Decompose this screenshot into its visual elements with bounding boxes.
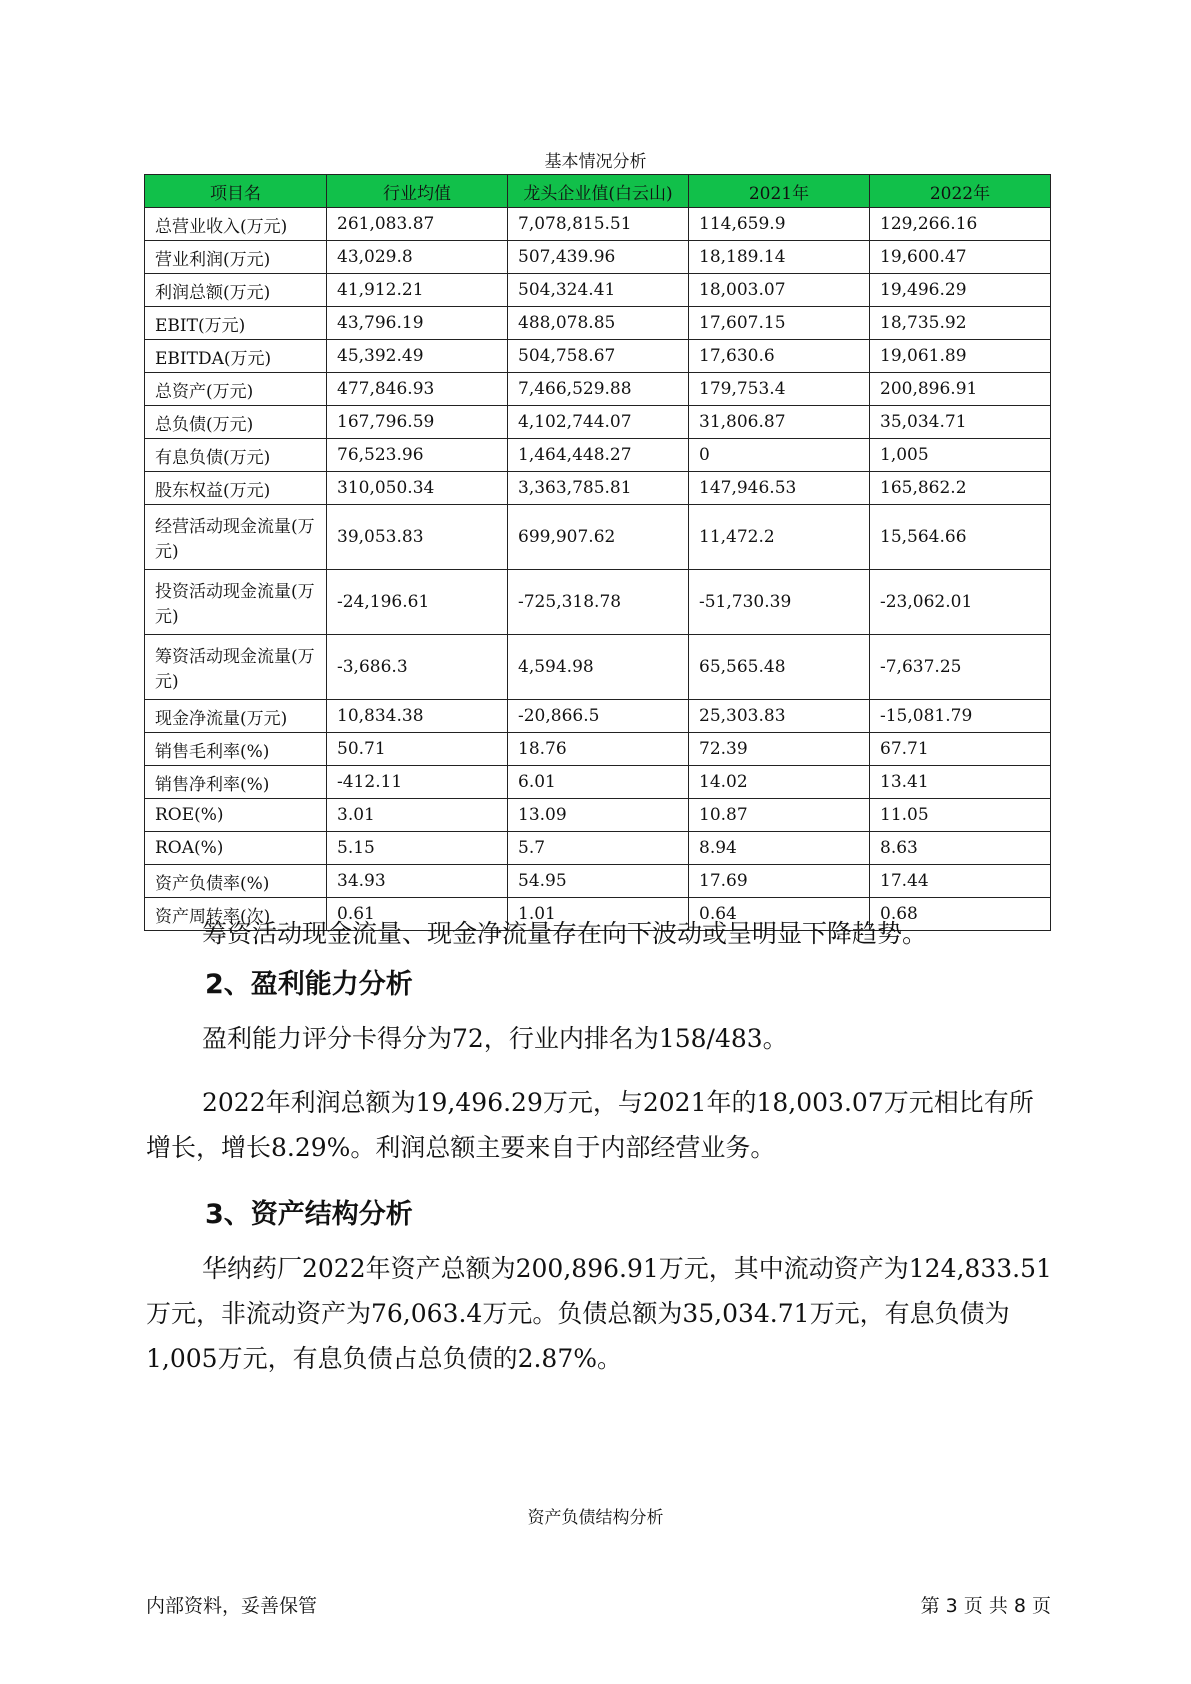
row-label-cell: 营业利润(万元) xyxy=(145,241,327,274)
row-label-cell: 筹资活动现金流量(万元) xyxy=(145,635,327,700)
value-cell: 54.95 xyxy=(508,865,689,898)
value-cell: 43,796.19 xyxy=(327,307,508,340)
value-cell: 7,078,815.51 xyxy=(508,208,689,241)
value-cell: 11,472.2 xyxy=(689,505,870,570)
value-cell: 17,607.15 xyxy=(689,307,870,340)
row-label-cell: 资产周转率(次) xyxy=(145,898,327,931)
table-row xyxy=(145,208,1051,241)
value-cell: 167,796.59 xyxy=(327,406,508,439)
value-cell: 35,034.71 xyxy=(870,406,1051,439)
value-cell: 10,834.38 xyxy=(327,700,508,733)
value-cell: -24,196.61 xyxy=(327,570,508,635)
value-cell: 0 xyxy=(689,439,870,472)
value-cell: 8.94 xyxy=(689,832,870,865)
value-cell: 1,464,448.27 xyxy=(508,439,689,472)
value-cell: 25,303.83 xyxy=(689,700,870,733)
value-cell: 17,630.6 xyxy=(689,340,870,373)
header-cell: 2021年 xyxy=(689,175,870,208)
value-cell: 261,083.87 xyxy=(327,208,508,241)
paragraph: 盈利能力评分卡得分为72，行业内排名为158/483。 xyxy=(202,1024,788,1053)
row-label-cell: EBITDA(万元) xyxy=(145,340,327,373)
value-cell: 18,003.07 xyxy=(689,274,870,307)
value-cell: -51,730.39 xyxy=(689,570,870,635)
table-row xyxy=(145,865,1051,898)
table-row xyxy=(145,505,1051,570)
row-label-cell: 现金净流量(万元) xyxy=(145,700,327,733)
footer-confidential-note: 内部资料，妥善保管 xyxy=(146,1595,318,1617)
value-cell: 1,005 xyxy=(870,439,1051,472)
value-cell: 1.01 xyxy=(508,898,689,931)
value-cell: 76,523.96 xyxy=(327,439,508,472)
value-cell: 488,078.85 xyxy=(508,307,689,340)
table-row xyxy=(145,700,1051,733)
table-row xyxy=(145,439,1051,472)
table-row xyxy=(145,472,1051,505)
paragraph: 华纳药厂2022年资产总额为200,896.91万元，其中流动资产为124,833.51万元，非流动资产为76,063.4万元。负债总额为35,034.71万元，有息负债为1,005万元，有息负债占总负债的2.87%。 xyxy=(146,1254,1052,1373)
value-cell: 200,896.91 xyxy=(870,373,1051,406)
value-cell: 18.76 xyxy=(508,733,689,766)
value-cell: 507,439.96 xyxy=(508,241,689,274)
value-cell: 5.7 xyxy=(508,832,689,865)
value-cell: 72.39 xyxy=(689,733,870,766)
row-label-cell: 销售净利率(%) xyxy=(145,766,327,799)
value-cell: 114,659.9 xyxy=(689,208,870,241)
row-label-cell: 总负债(万元) xyxy=(145,406,327,439)
value-cell: 147,946.53 xyxy=(689,472,870,505)
value-cell: 129,266.16 xyxy=(870,208,1051,241)
table-row xyxy=(145,373,1051,406)
paragraph: 2022年利润总额为19,496.29万元，与2021年的18,003.07万元相比有所增长，增长8.29%。利润总额主要来自于内部经营业务。 xyxy=(146,1088,1034,1162)
value-cell: 8.63 xyxy=(870,832,1051,865)
row-label-cell: 股东权益(万元) xyxy=(145,472,327,505)
value-cell: 34.93 xyxy=(327,865,508,898)
value-cell: 3.01 xyxy=(327,799,508,832)
table-caption: 基本情况分析 xyxy=(544,152,647,172)
value-cell: -412.11 xyxy=(327,766,508,799)
row-label-cell: EBIT(万元) xyxy=(145,307,327,340)
value-cell: 4,594.98 xyxy=(508,635,689,700)
chart-caption: 资产负债结构分析 xyxy=(527,1508,664,1528)
header-cell: 2022年 xyxy=(870,175,1051,208)
value-cell: 0.61 xyxy=(327,898,508,931)
value-cell: 0.64 xyxy=(689,898,870,931)
table-row xyxy=(145,832,1051,865)
value-cell: -23,062.01 xyxy=(870,570,1051,635)
header-cell: 龙头企业值(白云山) xyxy=(508,175,689,208)
value-cell: -725,318.78 xyxy=(508,570,689,635)
value-cell: 699,907.62 xyxy=(508,505,689,570)
row-label-cell: 经营活动现金流量(万元) xyxy=(145,505,327,570)
value-cell: 39,053.83 xyxy=(327,505,508,570)
value-cell: 310,050.34 xyxy=(327,472,508,505)
table-row xyxy=(145,307,1051,340)
value-cell: 477,846.93 xyxy=(327,373,508,406)
section-heading: 3、资产结构分析 xyxy=(205,1199,413,1230)
value-cell: 18,189.14 xyxy=(689,241,870,274)
value-cell: -20,866.5 xyxy=(508,700,689,733)
row-label-cell: ROE(%) xyxy=(145,799,327,832)
value-cell: 165,862.2 xyxy=(870,472,1051,505)
value-cell: 19,600.47 xyxy=(870,241,1051,274)
value-cell: 4,102,744.07 xyxy=(508,406,689,439)
value-cell: 41,912.21 xyxy=(327,274,508,307)
value-cell: 0.68 xyxy=(870,898,1051,931)
value-cell: 43,029.8 xyxy=(327,241,508,274)
value-cell: 50.71 xyxy=(327,733,508,766)
table-row xyxy=(145,340,1051,373)
table-row xyxy=(145,406,1051,439)
value-cell: 65,565.48 xyxy=(689,635,870,700)
table-row xyxy=(145,766,1051,799)
row-label-cell: 投资活动现金流量(万元) xyxy=(145,570,327,635)
footer-page-number: 第 3 页 共 8 页 xyxy=(920,1595,1051,1617)
value-cell: 504,324.41 xyxy=(508,274,689,307)
value-cell: 19,061.89 xyxy=(870,340,1051,373)
financial-summary-table xyxy=(144,174,1051,931)
table-row xyxy=(145,241,1051,274)
value-cell: 7,466,529.88 xyxy=(508,373,689,406)
value-cell: 17.69 xyxy=(689,865,870,898)
value-cell: -3,686.3 xyxy=(327,635,508,700)
value-cell: 13.41 xyxy=(870,766,1051,799)
value-cell: 17.44 xyxy=(870,865,1051,898)
value-cell: 31,806.87 xyxy=(689,406,870,439)
value-cell: 179,753.4 xyxy=(689,373,870,406)
row-label-cell: 利润总额(万元) xyxy=(145,274,327,307)
value-cell: 15,564.66 xyxy=(870,505,1051,570)
row-label-cell: 资产负债率(%) xyxy=(145,865,327,898)
header-cell: 项目名 xyxy=(145,175,327,208)
value-cell: 19,496.29 xyxy=(870,274,1051,307)
row-label-cell: 有息负债(万元) xyxy=(145,439,327,472)
row-label-cell: 总营业收入(万元) xyxy=(145,208,327,241)
value-cell: 11.05 xyxy=(870,799,1051,832)
value-cell: 3,363,785.81 xyxy=(508,472,689,505)
value-cell: 10.87 xyxy=(689,799,870,832)
table-row xyxy=(145,570,1051,635)
row-label-cell: ROA(%) xyxy=(145,832,327,865)
value-cell: 6.01 xyxy=(508,766,689,799)
table-row xyxy=(145,799,1051,832)
value-cell: 18,735.92 xyxy=(870,307,1051,340)
header-cell: 行业均值 xyxy=(327,175,508,208)
value-cell: 504,758.67 xyxy=(508,340,689,373)
value-cell: 13.09 xyxy=(508,799,689,832)
row-label-cell: 总资产(万元) xyxy=(145,373,327,406)
table-header-row xyxy=(145,175,1051,208)
value-cell: -15,081.79 xyxy=(870,700,1051,733)
value-cell: 67.71 xyxy=(870,733,1051,766)
value-cell: 45,392.49 xyxy=(327,340,508,373)
section-heading: 2、盈利能力分析 xyxy=(205,969,413,1000)
value-cell: -7,637.25 xyxy=(870,635,1051,700)
paragraph: 筹资活动现金流量、现金净流量存在向下波动或呈明显下降趋势。 xyxy=(202,919,928,948)
table-row xyxy=(145,274,1051,307)
table-row xyxy=(145,635,1051,700)
value-cell: 14.02 xyxy=(689,766,870,799)
value-cell: 5.15 xyxy=(327,832,508,865)
row-label-cell: 销售毛利率(%) xyxy=(145,733,327,766)
table-row xyxy=(145,733,1051,766)
